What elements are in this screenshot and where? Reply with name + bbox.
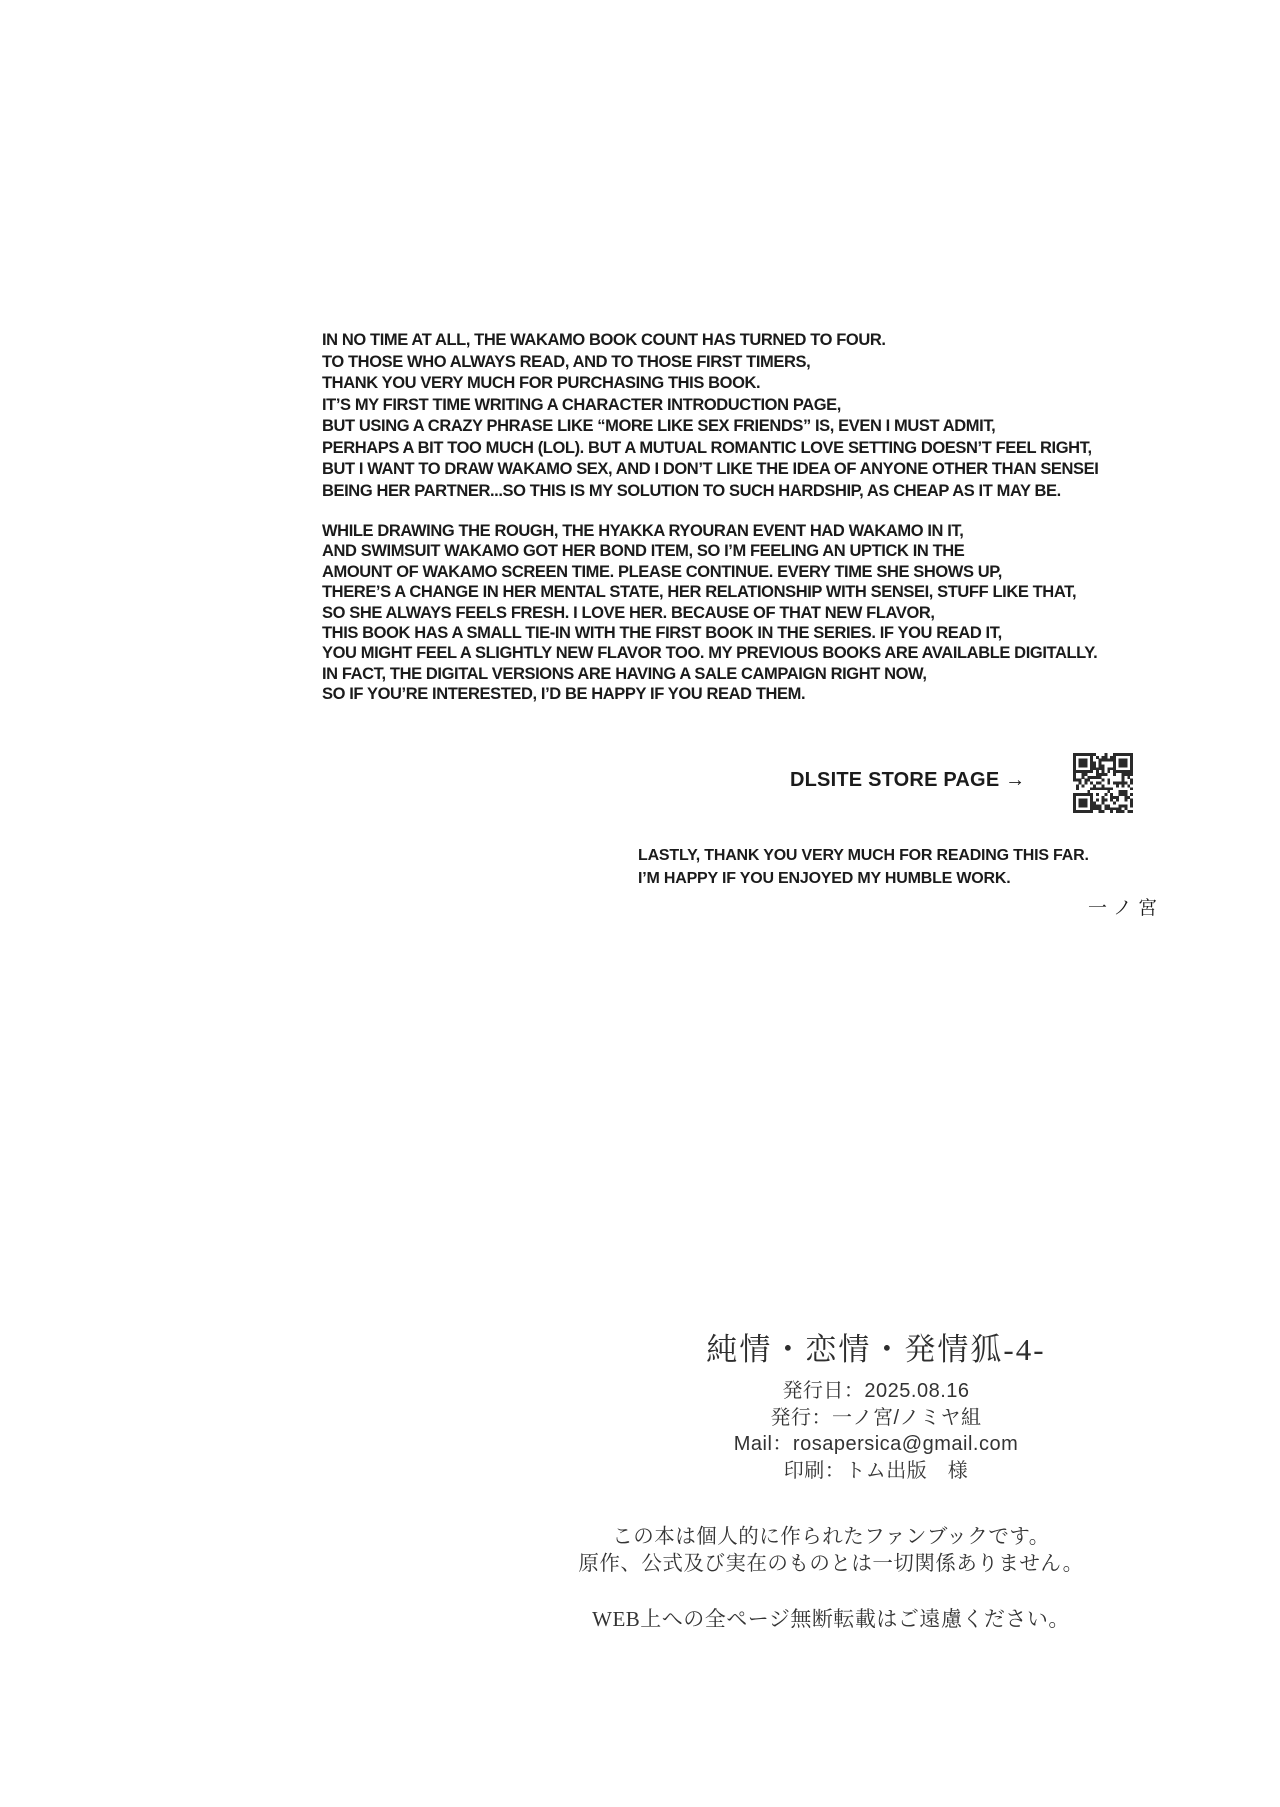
afterword-line: SO IF YOU’RE INTERESTED, I’D BE HAPPY IF YOU READ THEM. — [322, 685, 806, 704]
afterword-line: THIS BOOK HAS A SMALL TIE-IN WITH THE FIRST BOOK IN THE SERIES. IF YOU READ IT, — [322, 624, 1002, 643]
contact-mail: Mail：rosapersica@gmail.com — [733, 1433, 1019, 1455]
colophon — [576, 1330, 1176, 1484]
colophon-details — [576, 1378, 1176, 1484]
web-repost-notice: WEB上への全ページ無断転載はご遠慮ください。 — [592, 1607, 1070, 1631]
afterword-line: PERHAPS A BIT TOO MUCH (LOL). BUT A MUTUAL ROMANTIC LOVE SETTING DOESN’T FEEL RIGHT, — [322, 438, 1092, 457]
afterword-line: THANK YOU VERY MUCH FOR PURCHASING THIS BOOK. — [322, 374, 761, 392]
afterword-body — [322, 330, 1272, 705]
author-signature: 一ノ宮 — [1087, 898, 1163, 919]
closing-line: I’M HAPPY IF YOU ENJOYED MY HUMBLE WORK. — [638, 869, 1011, 887]
afterword-line: YOU MIGHT FEEL A SLIGHTLY NEW FLAVOR TOO. MY PREVIOUS BOOKS ARE AVAILABLE DIGITALLY. — [322, 644, 1098, 663]
afterword-line: AND SWIMSUIT WAKAMO GOT HER BOND ITEM, SO I’M FEELING AN UPTICK IN THE — [322, 542, 965, 561]
afterword-line: IN FACT, THE DIGITAL VERSIONS ARE HAVING A SALE CAMPAIGN RIGHT NOW, — [322, 664, 927, 683]
afterword-line: BEING HER PARTNER...SO THIS IS MY SOLUTION TO SUCH HARDSHIP, AS CHEAP AS IT MAY BE. — [322, 481, 1061, 500]
dlsite-store-page-label: DLSITE STORE PAGE → — [790, 769, 1026, 791]
closing-line: LASTLY, THANK YOU VERY MUCH FOR READING THIS FAR. — [638, 847, 1089, 864]
afterword-line: AMOUNT OF WAKAMO SCREEN TIME. PLEASE CONTINUE. EVERY TIME SHE SHOWS UP, — [322, 562, 1002, 581]
printer: 印刷：トム出版 様 — [783, 1459, 969, 1482]
afterword-line: IN NO TIME AT ALL, THE WAKAMO BOOK COUNT HAS TURNED TO FOUR. — [322, 331, 886, 349]
afterword-line: IT’S MY FIRST TIME WRITING A CHARACTER INTRODUCTION PAGE, — [322, 395, 841, 414]
disclaimer-line: この本は個人的に作られたファンブックです。 — [612, 1525, 1050, 1548]
afterword-paragraph-1 — [322, 330, 1272, 502]
afterword-line: SO SHE ALWAYS FEELS FRESH. I LOVE HER. BECAUSE OF THAT NEW FLAVOR, — [322, 603, 935, 622]
publisher: 発行：一ノ宮/ノミヤ組 — [770, 1406, 982, 1429]
publish-date: 発行日：2025.08.16 — [782, 1380, 970, 1402]
disclaimer-line: 原作、公式及び実在のものとは一切関係ありません。 — [578, 1551, 1084, 1575]
qr-code-icon — [1073, 753, 1133, 813]
afterword-line: THERE’S A CHANGE IN HER MENTAL STATE, HER RELATIONSHIP WITH SENSEI, STUFF LIKE THAT, — [322, 583, 1077, 602]
afterword-line: WHILE DRAWING THE ROUGH, THE HYAKKA RYOURAN EVENT HAD WAKAMO IN IT, — [322, 522, 964, 540]
afterword-paragraph-2 — [322, 521, 1272, 705]
afterword-line: BUT I WANT TO DRAW WAKAMO SEX, AND I DON’T LIKE THE IDEA OF ANYONE OTHER THAN SENSEI — [322, 460, 1099, 478]
disclaimer — [531, 1524, 1131, 1633]
afterword-line: BUT USING A CRAZY PHRASE LIKE “MORE LIKE SEX FRIENDS” IS, EVEN I MUST ADMIT, — [322, 417, 996, 435]
closing-remarks — [638, 845, 1163, 920]
book-title: 純情・恋情・発情狐-4- — [706, 1332, 1046, 1367]
afterword-line: TO THOSE WHO ALWAYS READ, AND TO THOSE FIRST TIMERS, — [322, 352, 811, 371]
